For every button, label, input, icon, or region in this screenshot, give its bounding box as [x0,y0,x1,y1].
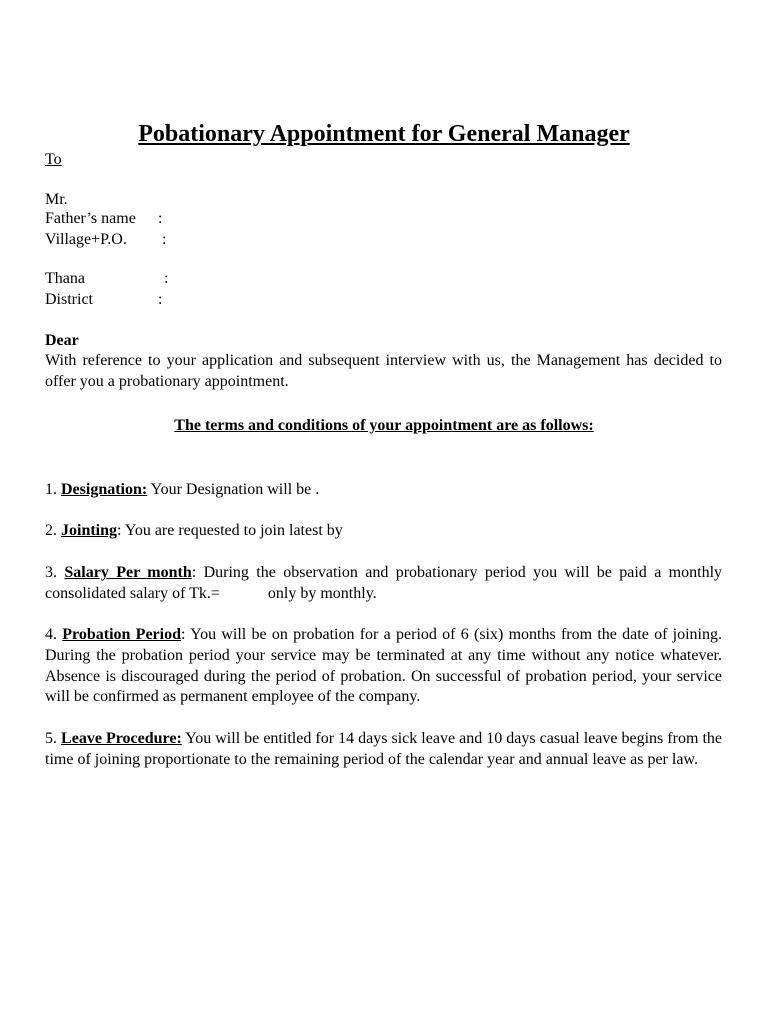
fathers-name-colon: : [158,210,163,227]
thana-colon: : [164,270,169,287]
thana-label: Thana [45,270,85,287]
page-title: Pobationary Appointment for General Manager [138,121,630,147]
clause-label: Jointing [61,522,118,539]
recipient-name-label: Mr. [45,191,68,208]
clause-number: 3. [45,564,57,581]
terms-heading: The terms and conditions of your appointment are as follows: [174,417,594,434]
clause-number: 2. [45,522,57,539]
clause-number: 5. [45,730,57,747]
clause-label: Designation: [61,481,148,498]
clause-label: Salary Per month [64,564,192,581]
greeting: Dear [45,332,79,349]
fathers-name-label: Father’s name [45,210,136,227]
intro-paragraph: With reference to your application and subsequent interview with us, the Management has decided to offer you a probationary appointment. [45,352,722,390]
clause-probation [45,625,722,708]
village-po-label: Village+P.O. [45,231,127,248]
clause-label: Probation Period [62,626,182,643]
clause-text: : During the observation and probationary period you will be paid a monthly consolidated salary of Tk.= only by monthly. [45,564,727,602]
clause-text: : You are requested to join latest by [117,522,343,539]
district-colon: : [158,291,163,308]
clause-designation [45,480,722,501]
clause-text: Your Designation will be . [147,481,320,498]
district-label: District [45,291,93,308]
to-label: To [45,151,62,168]
clause-number: 1. [45,481,57,498]
clause-text: You will be entitled for 14 days sick leave and 10 days casual leave begins from the time of joining proportionate to the remaining period of the calendar year and annual leave as per law. [45,730,723,768]
clause-number: 4. [45,626,57,643]
clause-salary [45,563,727,605]
clause-text: : You will be on probation for a period of 6 (six) months from the date of joining. During the probation period your service may be terminated at any time without any notice whatever. Absence is discouraged during the period of probation. On successful of probation period, your service will be confirmed as permanent employee of the company. [45,626,723,706]
clause-jointing [45,521,722,542]
village-po-colon: : [162,231,167,248]
clause-leave [45,729,722,771]
clause-label: Leave Procedure: [61,730,182,747]
